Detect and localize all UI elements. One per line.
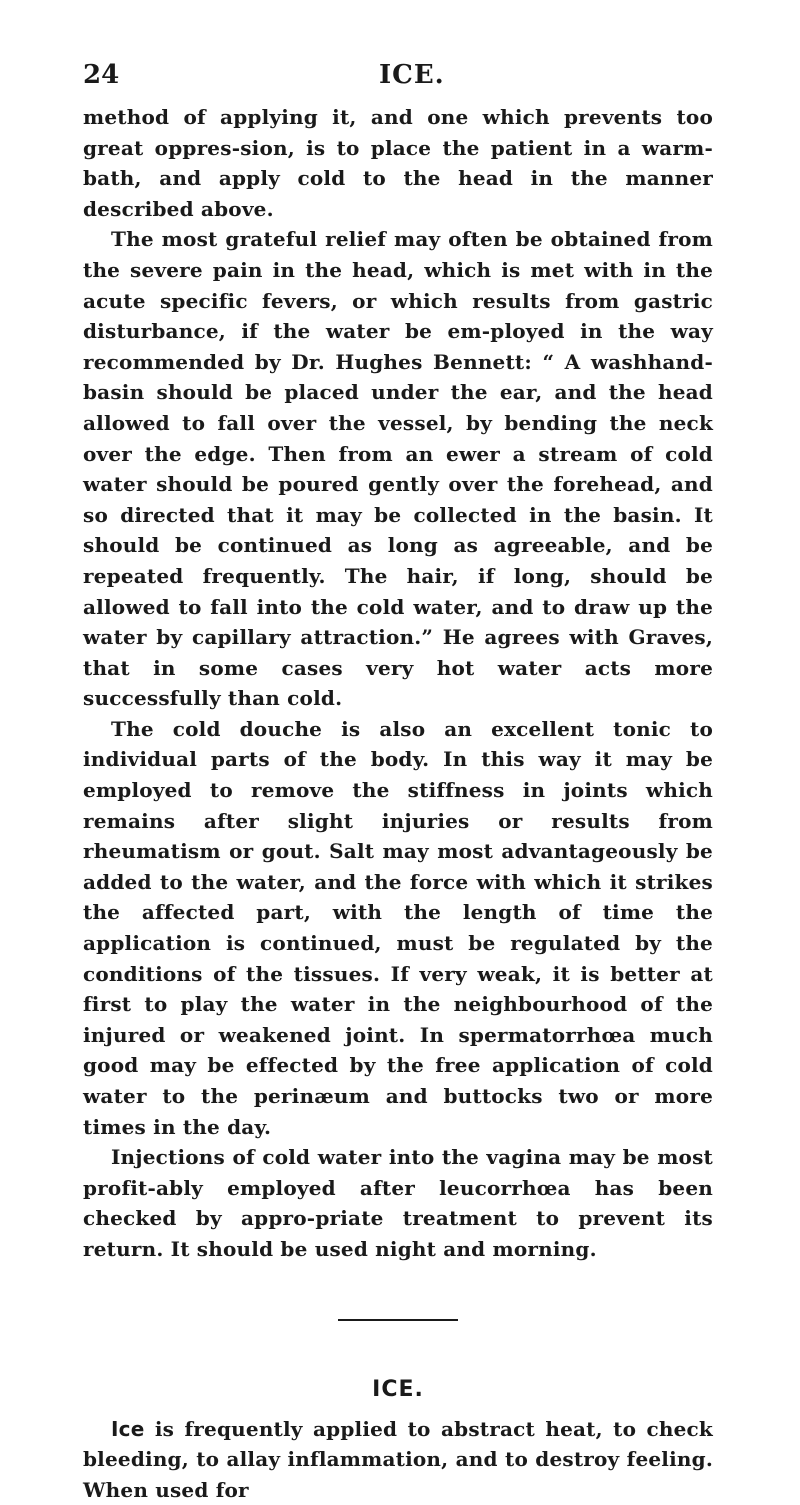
book-page [83,60,713,1505]
section-heading: ICE. [372,1376,424,1402]
paragraph-head-pain-relief: The most grateful relief may often be obtained from the severe pain in the head, which is met with in the acute specific fevers, or which results from gastric disturbance, if the water be em-ployed in the way recommended by Dr. Hughes Bennett: “ A washhand-basin should be placed under the ear, and the head allowed to fall over the vessel, by bending the neck over the edge. Then from an ewer a stream of cold water should be poured gently over the forehead, and so directed that it may be collected in the basin. It should be continued as long as agreeable, and be repeated frequently. The hair, if long, should be allowed to fall into the cold water, and to draw up the water by capillary attraction.” He agrees with Graves, that in some cases very hot water acts more successfully than cold. [83,227,713,711]
paragraph-ice-text: is frequently applied to abstract heat, to check bleeding, to allay inflammation, and to destroy feeling. When used for [83,1416,713,1502]
paragraph-cold-douche: The cold douche is also an excellent tonic to individual parts of the body. In this way it may be employed to remove the stiffness in joints which remains after slight injuries or results from rheumatism or gout. Salt may most advantageously be added to the water, and the force with which it strikes the affected part, with the length of time the application is continued, must be regulated by the conditions of the tissues. If very weak, it is better at first to play the water in the neighbourhood of the injured or weakened joint. In spermatorrhœa much good may be effected by the free application of cold water to the perinæum and buttocks two or more times in the day. [83,716,713,1139]
paragraph-injections: Injections of cold water into the vagina may be most profit-ably employed after leucorrhœa has been checked by appro-priate treatment to prevent its return. It should be used night and morning. [83,1145,713,1261]
paragraph-ice-intro [83,1414,713,1505]
paragraph-continuation: method of applying it, and one which prevents too great oppres-sion, is to place the patient in a warm-bath, and apply cold to the head in the manner described above. [83,105,713,221]
running-head [83,60,713,94]
running-title: ICE. [379,60,445,90]
lead-word: Ice [111,1416,145,1441]
section-divider [338,1319,458,1321]
page-number: 24 [83,60,120,90]
